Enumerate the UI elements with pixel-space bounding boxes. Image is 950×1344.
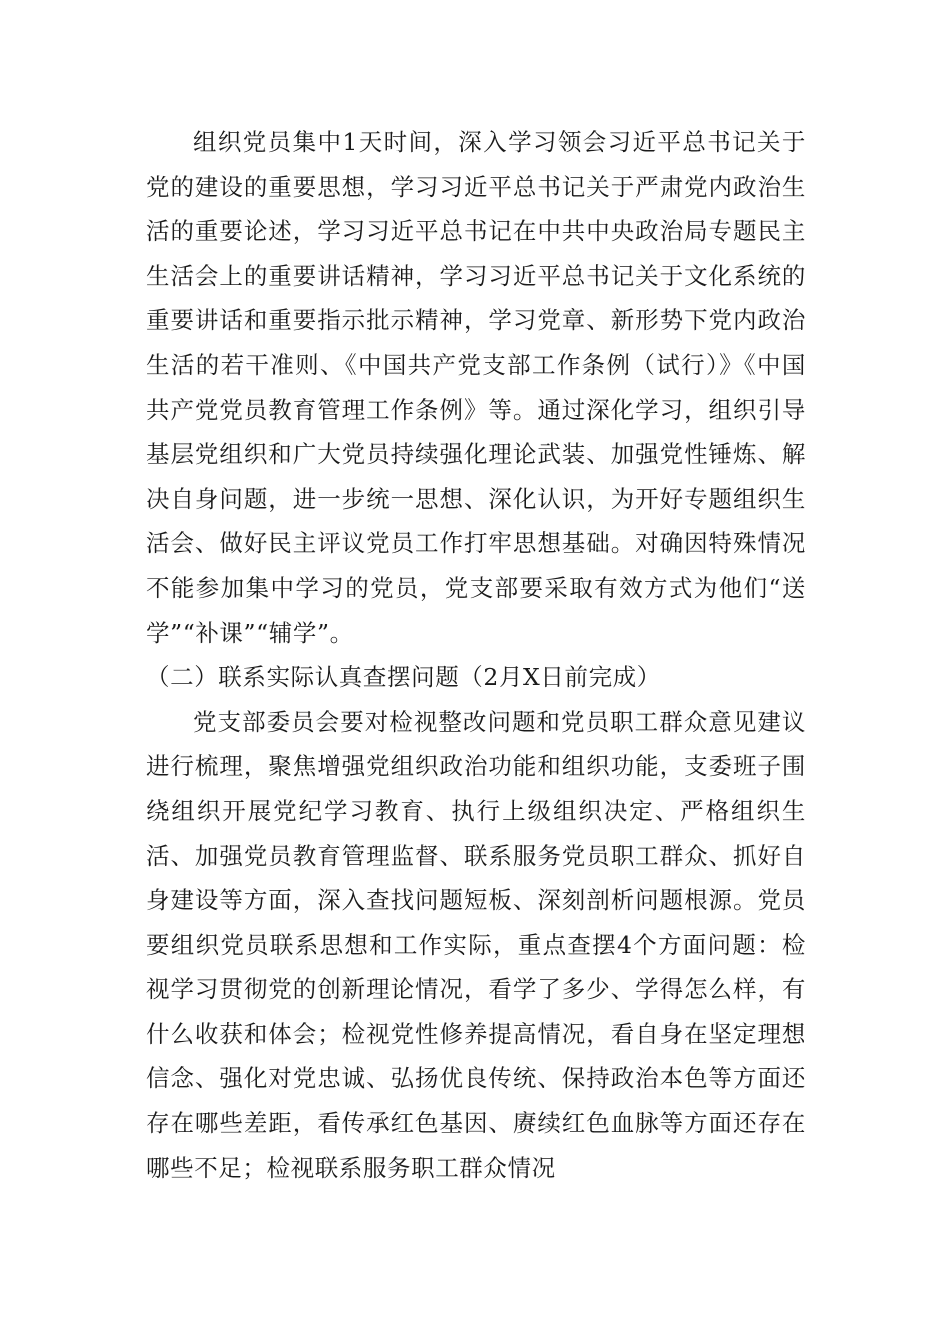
- section-heading: （二）联系实际认真查摆问题（2月X日前完成）: [146, 663, 661, 692]
- paragraph-problem-review: 党支部委员会要对检视整改问题和党员职工群众意见建议进行梳理，聚焦增强党组织政治功能和组织功能，支委班子围绕组织开展党纪学习教育、执行上级组织决定、严格组织生活、加强党员教育管理监督、联系服务党员职工群众、抓好自身建设等方面，深入查找问题短板、深刻剖析问题根源。党员要组织党员联系思想和工作实际，重点查摆4个方面问题：检视学习贯彻党的创新理论情况，看学了多少、学得怎么样，有什么收获和体会；检视党性修养提高情况，看自身在坚定理想信念、强化对党忠诚、弘扬优良传统、保持政治本色等方面还存在哪些差距，看传承红色基因、赓续红色血脉等方面还存在哪些不足；检视联系服务职工群众情况: [146, 707, 806, 1182]
- document-body: [146, 120, 806, 1190]
- paragraph-study-arrangement: 组织党员集中1天时间，深入学习领会习近平总书记关于党的建设的重要思想，学习习近平总书记关于严肃党内政治生活的重要论述，学习习近平总书记在中共中央政治局专题民主生活会上的重要讲话精神，学习习近平总书记关于文化系统的重要讲话和重要指示批示精神，学习党章、新形势下党内政治生活的若干准则、《中国共产党支部工作条例（试行）》《中国共产党党员教育管理工作条例》等。通过深化学习，组织引导基层党组织和广大党员持续强化理论武装、加强党性锤炼、解决自身问题，进一步统一思想、深化认识，为开好专题组织生活会、做好民主评议党员工作打牢思想基础。对确因特殊情况不能参加集中学习的党员，党支部要采取有效方式为他们“送学”“补课”“辅学”。: [146, 128, 806, 647]
